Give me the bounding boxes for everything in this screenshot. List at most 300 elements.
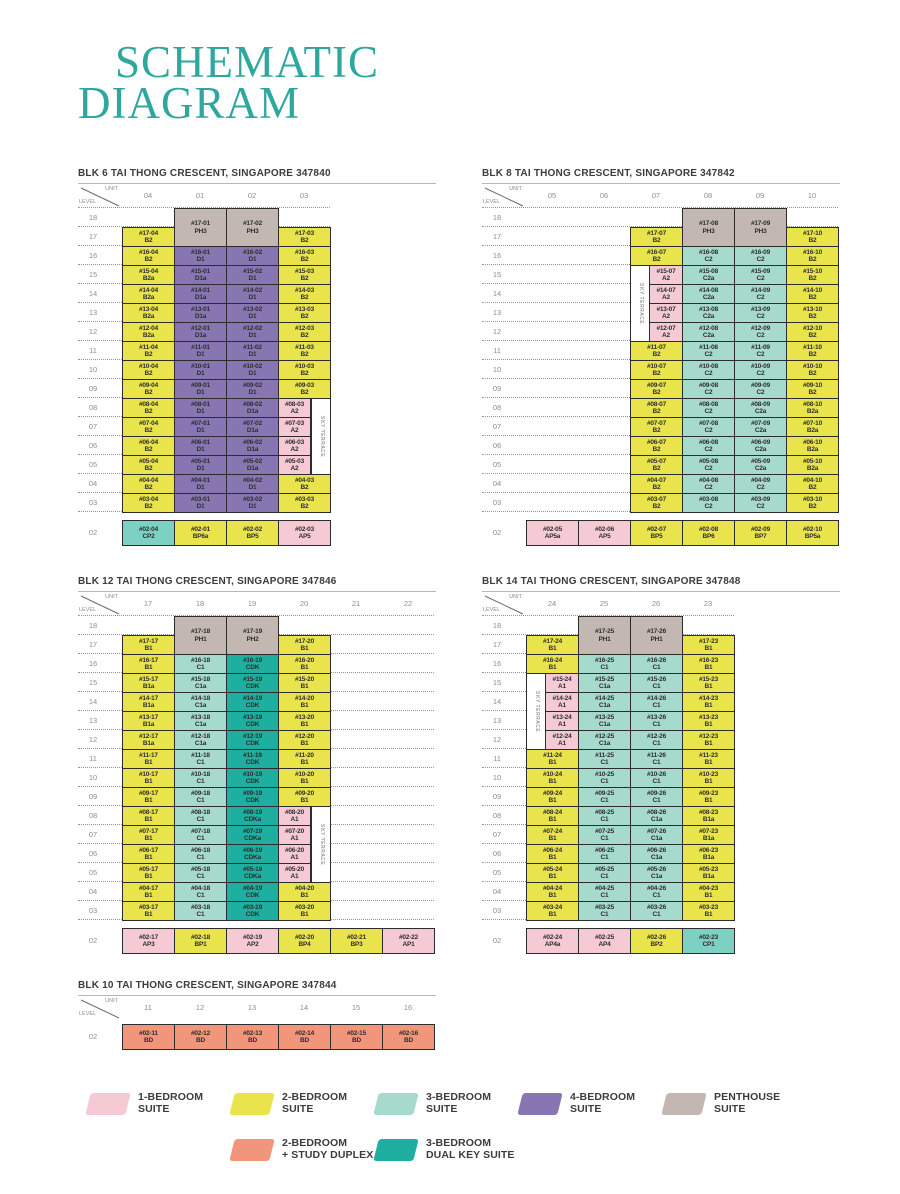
- legend-label-line: 4-BEDROOM: [570, 1091, 636, 1103]
- unit-type: C2a: [754, 408, 767, 415]
- unit-type: B1: [704, 721, 713, 728]
- unit-cell: [226, 673, 279, 693]
- unit-cell: [630, 474, 683, 494]
- unit-number: #10-10: [802, 362, 823, 370]
- unit-cell: [122, 303, 175, 323]
- unit-type: D1: [196, 351, 205, 358]
- unit-cell: [226, 711, 279, 731]
- unit-cell: [278, 265, 331, 285]
- unit-type: C2: [704, 465, 713, 472]
- unit-type: B1: [300, 740, 309, 747]
- unit-number: #09-04: [138, 381, 159, 389]
- corner-level-label: LEVEL: [483, 199, 501, 205]
- level-label: 07: [88, 830, 98, 839]
- unit-type: AP3: [142, 941, 155, 948]
- unit-type: C1: [196, 797, 205, 804]
- unit-number: #16-17: [138, 656, 159, 664]
- unit-type: B2: [652, 408, 661, 415]
- unit-cell: [174, 844, 227, 864]
- unit-type: A2: [290, 427, 299, 434]
- unit-number: #14-03: [294, 286, 315, 294]
- unit-type: AP4: [598, 941, 611, 948]
- corner-unit-label: UNIT: [509, 594, 522, 600]
- unit-type: CP1: [702, 941, 715, 948]
- unit-type: CDK: [245, 683, 260, 690]
- unit-type: BP5a: [804, 533, 821, 540]
- unit-cell: [226, 474, 279, 494]
- level-label: 12: [88, 735, 98, 744]
- unit-type: B1: [144, 911, 153, 918]
- unit-type: B2: [808, 332, 817, 339]
- legend-label: [282, 1138, 373, 1162]
- unit-type: C1: [652, 778, 661, 785]
- unit-cell: [174, 417, 227, 437]
- unit-number: #02-06: [594, 525, 615, 533]
- unit-type: D1a: [194, 332, 207, 339]
- unit-column-label: 16: [403, 1003, 413, 1012]
- unit-cell: [526, 863, 579, 883]
- level-label: 15: [88, 678, 98, 687]
- legend-label-line: 3-BEDROOM: [426, 1137, 492, 1149]
- unit-number: #08-23: [698, 808, 719, 816]
- unit-number: #10-17: [138, 770, 159, 778]
- unit-cell: [630, 227, 683, 247]
- unit-number: #02-19: [242, 933, 263, 941]
- unit-number: #11-10: [803, 343, 822, 351]
- unit-number: #07-03: [284, 419, 305, 427]
- unit-number: #07-26: [646, 827, 667, 835]
- unit-cell: [526, 844, 579, 864]
- unit-cell: [682, 711, 735, 731]
- unit-cell: [630, 493, 683, 513]
- unit-cell: [734, 246, 787, 266]
- unit-number: #16-19: [242, 656, 263, 664]
- level-label: 12: [492, 735, 502, 744]
- unit-number: #17-09: [750, 220, 771, 228]
- level-unit-corner: [482, 592, 526, 616]
- unit-number: #05-23: [698, 865, 719, 873]
- unit-cell: [122, 322, 175, 342]
- unit-number: #14-07: [656, 286, 676, 294]
- ground-unit-cell: [382, 1024, 435, 1050]
- unit-cell: [278, 455, 311, 475]
- unit-type: B2: [144, 370, 153, 377]
- unit-column-label: 14: [299, 1003, 309, 1012]
- unit-number: #06-17: [138, 846, 159, 854]
- unit-number: #14-20: [294, 694, 315, 702]
- sky-terrace-cell: [526, 673, 546, 750]
- unit-type: C2: [756, 370, 765, 377]
- unit-number: #15-19: [242, 675, 263, 683]
- unit-type: B2: [144, 408, 153, 415]
- unit-number: #06-08: [698, 438, 719, 446]
- level-label: 14: [88, 289, 98, 298]
- unit-number: #07-24: [542, 827, 563, 835]
- unit-cell: [122, 398, 175, 418]
- unit-type: D1: [196, 484, 205, 491]
- unit-type: C1: [600, 892, 609, 899]
- unit-type: D1: [248, 332, 257, 339]
- unit-number: #04-19: [242, 884, 263, 892]
- unit-number: #03-04: [138, 495, 159, 503]
- unit-number: #12-03: [294, 324, 315, 332]
- unit-cell: [682, 768, 735, 788]
- block-title: BLK 8 TAI THONG CRESCENT, SINGAPORE 347842: [482, 168, 735, 179]
- unit-number: #04-23: [698, 884, 719, 892]
- block-blk14: [482, 576, 840, 955]
- unit-type: B2: [808, 389, 817, 396]
- unit-number: #12-25: [594, 732, 615, 740]
- unit-number: #17-25: [594, 628, 615, 636]
- unit-type: B1: [548, 797, 557, 804]
- unit-type: C2: [756, 313, 765, 320]
- unit-number: #07-25: [594, 827, 615, 835]
- unit-column-label: 24: [547, 599, 557, 608]
- unit-cell: [174, 901, 227, 921]
- unit-number: #05-10: [802, 457, 823, 465]
- unit-type: B2: [300, 294, 309, 301]
- sky-terrace-label: SKY TERRACE: [318, 415, 325, 458]
- unit-type: D1a: [246, 446, 259, 453]
- unit-cell: [226, 284, 279, 304]
- unit-type: D1: [196, 389, 205, 396]
- unit-type: C2: [704, 256, 713, 263]
- level-label: 12: [492, 327, 502, 336]
- unit-cell: [578, 806, 631, 826]
- unit-cell: [122, 768, 175, 788]
- ground-unit-cell: [278, 520, 331, 546]
- unit-type: C2: [756, 332, 765, 339]
- unit-column-label: 06: [599, 191, 609, 200]
- unit-number: #09-25: [594, 789, 615, 797]
- level-unit-corner: [482, 184, 526, 208]
- unit-type: C2: [756, 503, 765, 510]
- unit-number: #03-10: [802, 495, 823, 503]
- unit-number: #16-25: [594, 656, 615, 664]
- unit-number: #07-09: [750, 419, 771, 427]
- unit-type: C1a: [194, 683, 207, 690]
- unit-cell: [174, 787, 227, 807]
- level-label: 15: [88, 270, 98, 279]
- unit-cell: [122, 360, 175, 380]
- block-title: BLK 10 TAI THONG CRESCENT, SINGAPORE 347844: [78, 980, 337, 991]
- unit-type: B1: [144, 778, 153, 785]
- sky-terrace-label: SKY TERRACE: [637, 282, 644, 325]
- sky-terrace-label: SKY TERRACE: [533, 690, 540, 733]
- unit-cell: [786, 246, 839, 266]
- unit-cell: [226, 303, 279, 323]
- unit-type: B1: [144, 892, 153, 899]
- unit-number: #17-02: [242, 220, 263, 228]
- unit-number: #06-26: [646, 846, 667, 854]
- unit-cell: [226, 825, 279, 845]
- unit-type: C1: [652, 740, 661, 747]
- unit-type: C1a: [650, 835, 663, 842]
- ground-unit-cell: [526, 520, 579, 546]
- unit-column-label: 01: [195, 191, 205, 200]
- unit-type: C1a: [598, 721, 611, 728]
- unit-type: B2: [300, 237, 309, 244]
- level-label: 11: [493, 346, 501, 355]
- unit-number: #03-26: [646, 903, 667, 911]
- unit-cell: [786, 455, 839, 475]
- unit-number: #14-17: [138, 694, 159, 702]
- unit-type: B2a: [806, 427, 819, 434]
- unit-type: C1: [600, 778, 609, 785]
- unit-type: C1: [196, 854, 205, 861]
- unit-type: B2: [808, 294, 817, 301]
- unit-number: #05-07: [646, 457, 667, 465]
- unit-column-label: 20: [299, 599, 309, 608]
- unit-cell: [545, 692, 579, 712]
- unit-number: #11-26: [647, 751, 666, 759]
- unit-number: #17-07: [646, 229, 667, 237]
- unit-type: B1: [548, 854, 557, 861]
- legend-swatch: [661, 1093, 706, 1115]
- unit-number: #10-08: [698, 362, 719, 370]
- unit-cell: [734, 303, 787, 323]
- unit-type: D1: [248, 313, 257, 320]
- unit-number: #15-25: [594, 675, 615, 683]
- unit-number: #02-23: [698, 933, 719, 941]
- unit-type: C1: [652, 664, 661, 671]
- unit-type: C2a: [754, 446, 767, 453]
- unit-type: C1: [652, 721, 661, 728]
- unit-type: A2: [290, 408, 299, 415]
- unit-cell: [630, 673, 683, 693]
- unit-type: BP6a: [192, 533, 209, 540]
- unit-number: #03-23: [698, 903, 719, 911]
- unit-cell: [226, 806, 279, 826]
- unit-type: B2: [652, 351, 661, 358]
- legend-label: [714, 1092, 780, 1116]
- ground-unit-cell: [682, 520, 735, 546]
- unit-type: B2: [652, 484, 661, 491]
- unit-column-label: 26: [651, 599, 661, 608]
- unit-type: A1: [290, 816, 299, 823]
- unit-cell: [734, 284, 787, 304]
- unit-type: AP4a: [544, 941, 561, 948]
- unit-number: #16-03: [294, 248, 315, 256]
- unit-cell: [174, 863, 227, 883]
- unit-type: B2a: [806, 408, 819, 415]
- unit-type: D1a: [194, 275, 207, 282]
- level-label: 02: [88, 1032, 98, 1041]
- unit-type: D1a: [246, 427, 259, 434]
- unit-type: D1a: [194, 313, 207, 320]
- unit-type: C1: [652, 759, 661, 766]
- unit-cell: [174, 474, 227, 494]
- block-blk10: [78, 980, 436, 1051]
- unit-number: #13-19: [242, 713, 263, 721]
- unit-cell: [122, 901, 175, 921]
- unit-number: #03-02: [242, 495, 263, 503]
- unit-number: #02-21: [346, 933, 367, 941]
- unit-cell: [278, 417, 311, 437]
- unit-cell: [278, 360, 331, 380]
- unit-cell: [278, 673, 331, 693]
- unit-cell: [174, 284, 227, 304]
- unit-type: A1: [290, 854, 299, 861]
- unit-type: B1: [704, 683, 713, 690]
- unit-number: #06-23: [698, 846, 719, 854]
- unit-type: B2: [144, 389, 153, 396]
- ground-unit-cell: [122, 928, 175, 954]
- unit-cell: [545, 673, 579, 693]
- unit-cell: [526, 749, 579, 769]
- unit-type: D1: [196, 503, 205, 510]
- unit-type: D1: [248, 484, 257, 491]
- unit-cell: [122, 711, 175, 731]
- unit-number: #13-08: [698, 305, 719, 313]
- unit-type: C1a: [598, 702, 611, 709]
- unit-number: #07-17: [138, 827, 159, 835]
- unit-column-label: 15: [351, 1003, 361, 1012]
- unit-type: B1: [144, 873, 153, 880]
- unit-type: B1: [704, 702, 713, 709]
- legend-item: [520, 1092, 635, 1116]
- unit-type: A2: [290, 446, 299, 453]
- unit-type: C1a: [650, 816, 663, 823]
- unit-number: #13-26: [646, 713, 667, 721]
- unit-type: B1: [144, 816, 153, 823]
- level-label: 10: [88, 365, 98, 374]
- unit-type: B2: [808, 503, 817, 510]
- stack-grid: [78, 592, 436, 955]
- unit-cell: [578, 711, 631, 731]
- unit-number: #02-10: [802, 525, 823, 533]
- unit-cell: [682, 882, 735, 902]
- unit-number: #02-18: [190, 933, 211, 941]
- unit-cell: [122, 493, 175, 513]
- penthouse-cell: [682, 208, 735, 247]
- unit-cell: [630, 246, 683, 266]
- unit-type: C2a: [754, 465, 767, 472]
- unit-type: C1: [600, 816, 609, 823]
- unit-number: #04-26: [646, 884, 667, 892]
- unit-type: A2: [662, 332, 670, 339]
- unit-type: B2: [300, 256, 309, 263]
- unit-type: C2: [756, 389, 765, 396]
- unit-number: #02-11: [139, 1029, 158, 1037]
- level-label: 13: [492, 716, 502, 725]
- unit-type: A1: [558, 702, 566, 709]
- level-label: 10: [88, 773, 98, 782]
- unit-number: #04-09: [750, 476, 771, 484]
- legend-label: [426, 1138, 515, 1162]
- unit-type: B1: [300, 702, 309, 709]
- unit-number: #07-18: [190, 827, 211, 835]
- unit-type: B2: [300, 313, 309, 320]
- legend-label-line: 3-BEDROOM: [426, 1091, 492, 1103]
- unit-number: #11-04: [139, 343, 158, 351]
- level-label: 16: [492, 659, 502, 668]
- unit-type: BD: [144, 1037, 153, 1044]
- unit-cell: [278, 882, 331, 902]
- legend-item: [88, 1092, 203, 1116]
- unit-cell: [786, 341, 839, 361]
- unit-cell: [578, 882, 631, 902]
- unit-number: #08-20: [284, 808, 305, 816]
- unit-type: AP5: [598, 533, 611, 540]
- unit-number: #10-01: [190, 362, 211, 370]
- unit-type: D1: [248, 294, 257, 301]
- unit-cell: [578, 673, 631, 693]
- unit-cell: [682, 635, 735, 655]
- unit-cell: [174, 768, 227, 788]
- unit-cell: [122, 265, 175, 285]
- unit-number: #05-09: [750, 457, 771, 465]
- unit-type: B1: [548, 873, 557, 880]
- unit-type: C1: [600, 854, 609, 861]
- unit-cell: [682, 436, 735, 456]
- unit-type: B1: [300, 683, 309, 690]
- unit-number: #04-07: [646, 476, 667, 484]
- unit-cell: [630, 341, 683, 361]
- unit-number: #06-10: [802, 438, 823, 446]
- unit-cell: [649, 322, 683, 342]
- unit-number: #02-13: [242, 1029, 263, 1037]
- unit-number: #12-01: [190, 324, 211, 332]
- unit-type: D1: [248, 275, 257, 282]
- unit-type: B2a: [806, 446, 819, 453]
- unit-type: C2: [704, 484, 713, 491]
- unit-number: #15-07: [656, 267, 676, 275]
- unit-number: #04-02: [242, 476, 263, 484]
- unit-type: C2a: [702, 294, 715, 301]
- unit-number: #02-07: [646, 525, 667, 533]
- unit-cell: [526, 787, 579, 807]
- unit-number: #17-17: [138, 637, 159, 645]
- unit-type: B2: [808, 484, 817, 491]
- unit-cell: [226, 901, 279, 921]
- unit-type: PH3: [702, 227, 715, 235]
- unit-number: #09-23: [698, 789, 719, 797]
- unit-cell: [278, 692, 331, 712]
- level-label: 18: [88, 621, 98, 630]
- unit-type: B2: [144, 484, 153, 491]
- ground-unit-cell: [226, 928, 279, 954]
- level-label: 09: [88, 792, 98, 801]
- unit-number: #02-14: [294, 1029, 315, 1037]
- unit-type: B2a: [142, 275, 155, 282]
- level-label: 17: [492, 232, 502, 241]
- unit-number: #03-03: [294, 495, 315, 503]
- unit-type: PH3: [194, 227, 207, 235]
- unit-number: #12-10: [802, 324, 823, 332]
- block-blk12: [78, 576, 436, 955]
- unit-cell: [682, 417, 735, 437]
- unit-cell: [226, 768, 279, 788]
- penthouse-cell: [578, 616, 631, 655]
- unit-number: #04-20: [294, 884, 315, 892]
- unit-cell: [649, 265, 683, 285]
- unit-type: B1: [300, 721, 309, 728]
- unit-number: #15-02: [242, 267, 263, 275]
- penthouse-cell: [226, 208, 279, 247]
- unit-cell: [649, 284, 683, 304]
- level-label: 08: [492, 811, 502, 820]
- legend-item: [232, 1092, 347, 1116]
- unit-type: C1a: [194, 721, 207, 728]
- unit-number: #10-23: [698, 770, 719, 778]
- unit-cell: [278, 825, 311, 845]
- unit-type: CDK: [245, 702, 260, 709]
- unit-number: #02-02: [242, 525, 263, 533]
- unit-cell: [122, 417, 175, 437]
- penthouse-cell: [630, 616, 683, 655]
- unit-column-label: 22: [403, 599, 413, 608]
